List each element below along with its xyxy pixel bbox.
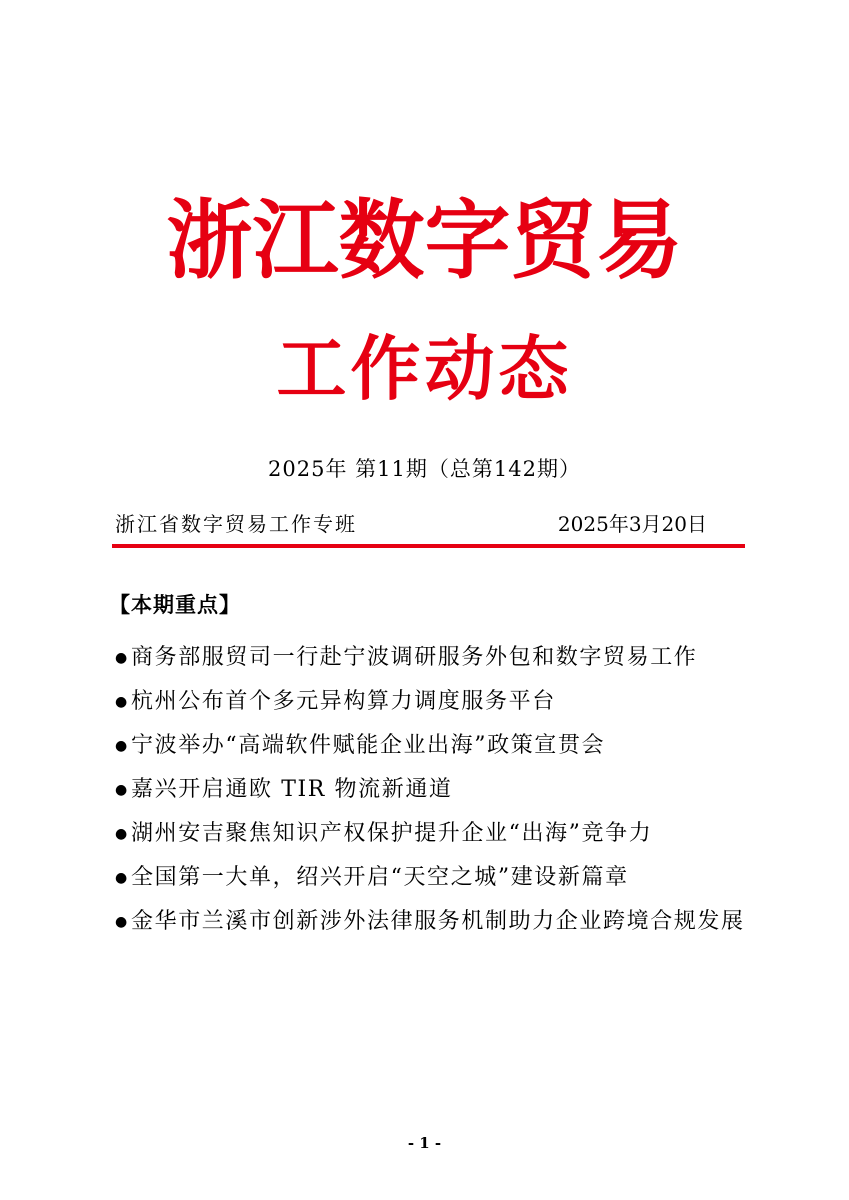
highlight-text: 湖州安吉聚焦知识产权保护提升企业“出海”竞争力 xyxy=(131,821,653,846)
highlight-item xyxy=(115,680,761,724)
issue-number: 2025年 第11期（总第142期） xyxy=(268,457,581,481)
highlight-item xyxy=(115,900,761,944)
page-number: - 1 - xyxy=(407,1134,442,1152)
highlights-heading: 【本期重点】 xyxy=(109,593,241,617)
highlight-item xyxy=(115,812,761,856)
highlight-text: 宁波举办“高端软件赋能企业出海”政策宣贯会 xyxy=(131,733,606,758)
document-title-line-1: 浙江数字贸易 xyxy=(166,191,683,291)
highlights-list xyxy=(115,636,755,944)
highlight-item xyxy=(115,724,761,768)
publisher-name: 浙江省数字贸易工作专班 xyxy=(115,512,357,536)
bullet-icon: ● xyxy=(115,826,129,842)
highlight-item xyxy=(115,856,761,900)
bullet-icon: ● xyxy=(115,738,129,754)
highlight-text: 全国第一大单，绍兴开启“天空之城”建设新篇章 xyxy=(131,865,629,890)
highlights-section xyxy=(109,590,755,944)
highlight-item xyxy=(115,636,761,680)
highlight-text: 嘉兴开启通欧 TIR 物流新通道 xyxy=(131,777,453,802)
highlight-text: 商务部服贸司一行赴宁波调研服务外包和数字贸易工作 xyxy=(131,645,698,670)
highlight-item xyxy=(115,768,761,812)
publisher-line xyxy=(115,510,745,538)
bullet-icon: ● xyxy=(115,782,129,798)
bullet-icon: ● xyxy=(115,914,129,930)
bullet-icon: ● xyxy=(115,694,129,710)
document-title-line-2: 工作动态 xyxy=(276,328,573,410)
publish-date: 2025年3月20日 xyxy=(557,512,707,536)
highlight-text: 金华市兰溪市创新涉外法律服务机制助力企业跨境合规发展 xyxy=(131,909,745,934)
bullet-icon: ● xyxy=(115,870,129,886)
highlight-text: 杭州公布首个多元异构算力调度服务平台 xyxy=(131,689,556,714)
red-divider-rule xyxy=(112,544,745,548)
bullet-icon: ● xyxy=(115,650,129,666)
